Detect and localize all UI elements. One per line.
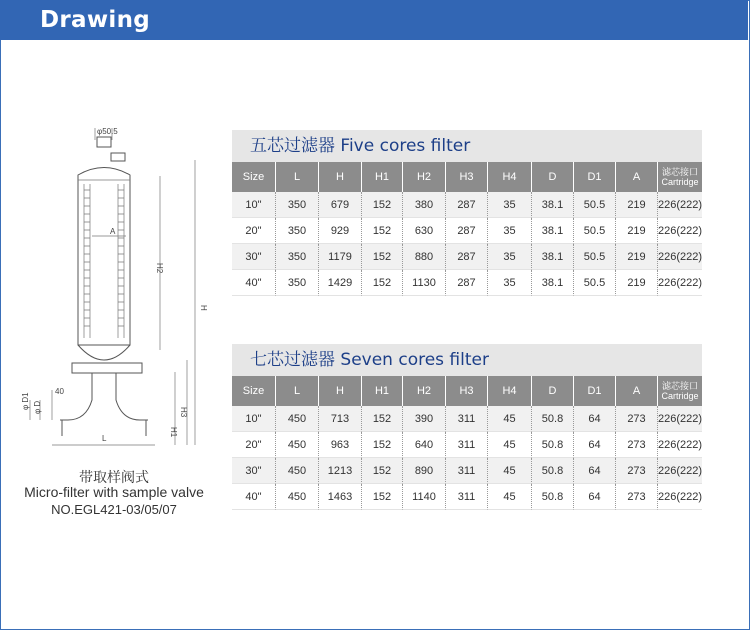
vessel-bottom <box>78 345 130 360</box>
table-cell: 226(222) <box>658 270 702 296</box>
table-cell: 40" <box>232 484 276 510</box>
table-cell: 10" <box>232 192 276 218</box>
table-cell: 30" <box>232 244 276 270</box>
table-cell: 38.1 <box>532 244 574 270</box>
table-cell: 152 <box>362 270 403 296</box>
col-header: H2 <box>403 162 446 192</box>
table-cell: 287 <box>446 192 488 218</box>
col-header: Size <box>232 162 276 192</box>
table-cell: 50.8 <box>532 484 574 510</box>
table-cell: 380 <box>403 192 446 218</box>
table-cell: 45 <box>488 458 532 484</box>
dim-l: L <box>102 434 107 443</box>
five-cores-section <box>232 130 702 296</box>
table-cell: 38.1 <box>532 192 574 218</box>
header-bar <box>0 0 748 40</box>
col-header: Size <box>232 376 276 406</box>
table-cell: 287 <box>446 244 488 270</box>
col-header: A <box>616 162 658 192</box>
table-header-row <box>232 376 702 406</box>
table-cell: 311 <box>446 406 488 432</box>
table-cell: 226(222) <box>658 218 702 244</box>
header-title: Drawing <box>40 7 151 33</box>
table-cell: 45 <box>488 406 532 432</box>
table-cell: 45 <box>488 484 532 510</box>
table-cell: 219 <box>616 218 658 244</box>
table-cell: 287 <box>446 270 488 296</box>
table-cell: 50.5 <box>574 218 616 244</box>
col-header: H <box>319 162 362 192</box>
col-header: H4 <box>488 162 532 192</box>
table-row <box>232 432 702 458</box>
col-header-cartridge <box>658 162 702 192</box>
outlet-pipes <box>60 373 148 420</box>
sample-valve <box>111 153 125 161</box>
table-row <box>232 270 702 296</box>
table-cell: 350 <box>276 270 319 296</box>
table-cell: 35 <box>488 218 532 244</box>
table-cell: 30" <box>232 458 276 484</box>
table-cell: 273 <box>616 406 658 432</box>
col-header: D1 <box>574 162 616 192</box>
table-cell: 45 <box>488 432 532 458</box>
col-header: H3 <box>446 162 488 192</box>
table-cell: 226(222) <box>658 192 702 218</box>
table-cell: 450 <box>276 484 319 510</box>
table-cell: 152 <box>362 458 403 484</box>
table-cell: 273 <box>616 458 658 484</box>
table-cell: 35 <box>488 270 532 296</box>
table-header-row <box>232 162 702 192</box>
table-cell: 38.1 <box>532 218 574 244</box>
table-cell: 40" <box>232 270 276 296</box>
table-cell: 226(222) <box>658 432 702 458</box>
table-cell: 1213 <box>319 458 362 484</box>
table-cell: 35 <box>488 244 532 270</box>
table-cell: 1463 <box>319 484 362 510</box>
table-cell: 226(222) <box>658 244 702 270</box>
table-row <box>232 458 702 484</box>
col-header: D1 <box>574 376 616 406</box>
table-cell: 64 <box>574 484 616 510</box>
table-cell: 450 <box>276 432 319 458</box>
table-cell: 350 <box>276 244 319 270</box>
table-cell: 50.5 <box>574 244 616 270</box>
table-cell: 226(222) <box>658 406 702 432</box>
table-cell: 273 <box>616 432 658 458</box>
table-cell: 1429 <box>319 270 362 296</box>
table-row <box>232 484 702 510</box>
caption-chinese: 带取样阀式 <box>79 469 149 485</box>
cartridge-cn: 滤芯接口 <box>661 381 698 391</box>
dim-d: φ D <box>33 400 42 414</box>
table-cell: 50.5 <box>574 192 616 218</box>
col-header: H4 <box>488 376 532 406</box>
table-cell: 64 <box>574 458 616 484</box>
table-cell: 287 <box>446 218 488 244</box>
table-cell: 152 <box>362 484 403 510</box>
table-cell: 35 <box>488 192 532 218</box>
seven-cores-title: 七芯过滤器 Seven cores filter <box>232 344 702 376</box>
col-header: H1 <box>362 376 403 406</box>
table-cell: 1130 <box>403 270 446 296</box>
dim-h1: H1 <box>169 427 178 438</box>
table-cell: 311 <box>446 432 488 458</box>
table-cell: 1140 <box>403 484 446 510</box>
dim-h4: 40 <box>55 387 64 396</box>
dim-h3: H3 <box>179 407 188 418</box>
dim-h: H <box>199 305 208 311</box>
table-cell: 890 <box>403 458 446 484</box>
vessel-body <box>78 168 130 346</box>
col-header: D <box>532 376 574 406</box>
table-cell: 50.8 <box>532 406 574 432</box>
table-cell: 630 <box>403 218 446 244</box>
dim-phi505: φ50.5 <box>97 127 118 136</box>
table-cell: 20" <box>232 218 276 244</box>
five-cores-table <box>232 162 702 296</box>
cartridge-cn: 滤芯接口 <box>661 167 698 177</box>
table-cell: 226(222) <box>658 458 702 484</box>
table-cell: 450 <box>276 406 319 432</box>
col-header: L <box>276 162 319 192</box>
cartridges <box>84 184 124 338</box>
table-row <box>232 244 702 270</box>
col-header: H1 <box>362 162 403 192</box>
col-header: A <box>616 376 658 406</box>
table-cell: 226(222) <box>658 484 702 510</box>
col-header: H3 <box>446 376 488 406</box>
table-cell: 929 <box>319 218 362 244</box>
dim-a: A <box>110 227 116 236</box>
seven-cores-table <box>232 376 702 510</box>
dim-d1: φ D1 <box>21 392 30 410</box>
table-row <box>232 192 702 218</box>
table-cell: 64 <box>574 432 616 458</box>
table-cell: 1179 <box>319 244 362 270</box>
dim-h2: H2 <box>155 263 164 274</box>
table-cell: 152 <box>362 192 403 218</box>
table-cell: 152 <box>362 432 403 458</box>
table-cell: 450 <box>276 458 319 484</box>
table-cell: 311 <box>446 484 488 510</box>
table-cell: 20" <box>232 432 276 458</box>
cartridge-en: Cartridge <box>661 391 699 401</box>
col-header-cartridge <box>658 376 702 406</box>
table-cell: 219 <box>616 244 658 270</box>
table-cell: 50.8 <box>532 458 574 484</box>
table-row <box>232 218 702 244</box>
col-header: H <box>319 376 362 406</box>
table-cell: 390 <box>403 406 446 432</box>
table-cell: 64 <box>574 406 616 432</box>
table-cell: 679 <box>319 192 362 218</box>
caption-english: Micro-filter with sample valve <box>24 484 204 500</box>
caption-model-number: NO.EGL421-03/05/07 <box>51 502 177 517</box>
col-header: H2 <box>403 376 446 406</box>
table-cell: 273 <box>616 484 658 510</box>
table-cell: 350 <box>276 218 319 244</box>
table-cell: 152 <box>362 244 403 270</box>
table-row <box>232 406 702 432</box>
table-cell: 640 <box>403 432 446 458</box>
table-cell: 963 <box>319 432 362 458</box>
col-header: L <box>276 376 319 406</box>
table-cell: 10" <box>232 406 276 432</box>
table-cell: 219 <box>616 270 658 296</box>
table-cell: 350 <box>276 192 319 218</box>
seven-cores-section <box>232 344 702 510</box>
table-cell: 311 <box>446 458 488 484</box>
col-header: D <box>532 162 574 192</box>
base-plate <box>72 363 142 373</box>
table-cell: 880 <box>403 244 446 270</box>
table-cell: 38.1 <box>532 270 574 296</box>
table-cell: 50.8 <box>532 432 574 458</box>
table-cell: 219 <box>616 192 658 218</box>
five-cores-title: 五芯过滤器 Five cores filter <box>232 130 702 162</box>
table-cell: 713 <box>319 406 362 432</box>
table-cell: 152 <box>362 406 403 432</box>
table-cell: 152 <box>362 218 403 244</box>
table-cell: 50.5 <box>574 270 616 296</box>
cartridge-en: Cartridge <box>661 177 699 187</box>
filter-drawing <box>0 120 228 520</box>
top-cap <box>97 137 111 147</box>
